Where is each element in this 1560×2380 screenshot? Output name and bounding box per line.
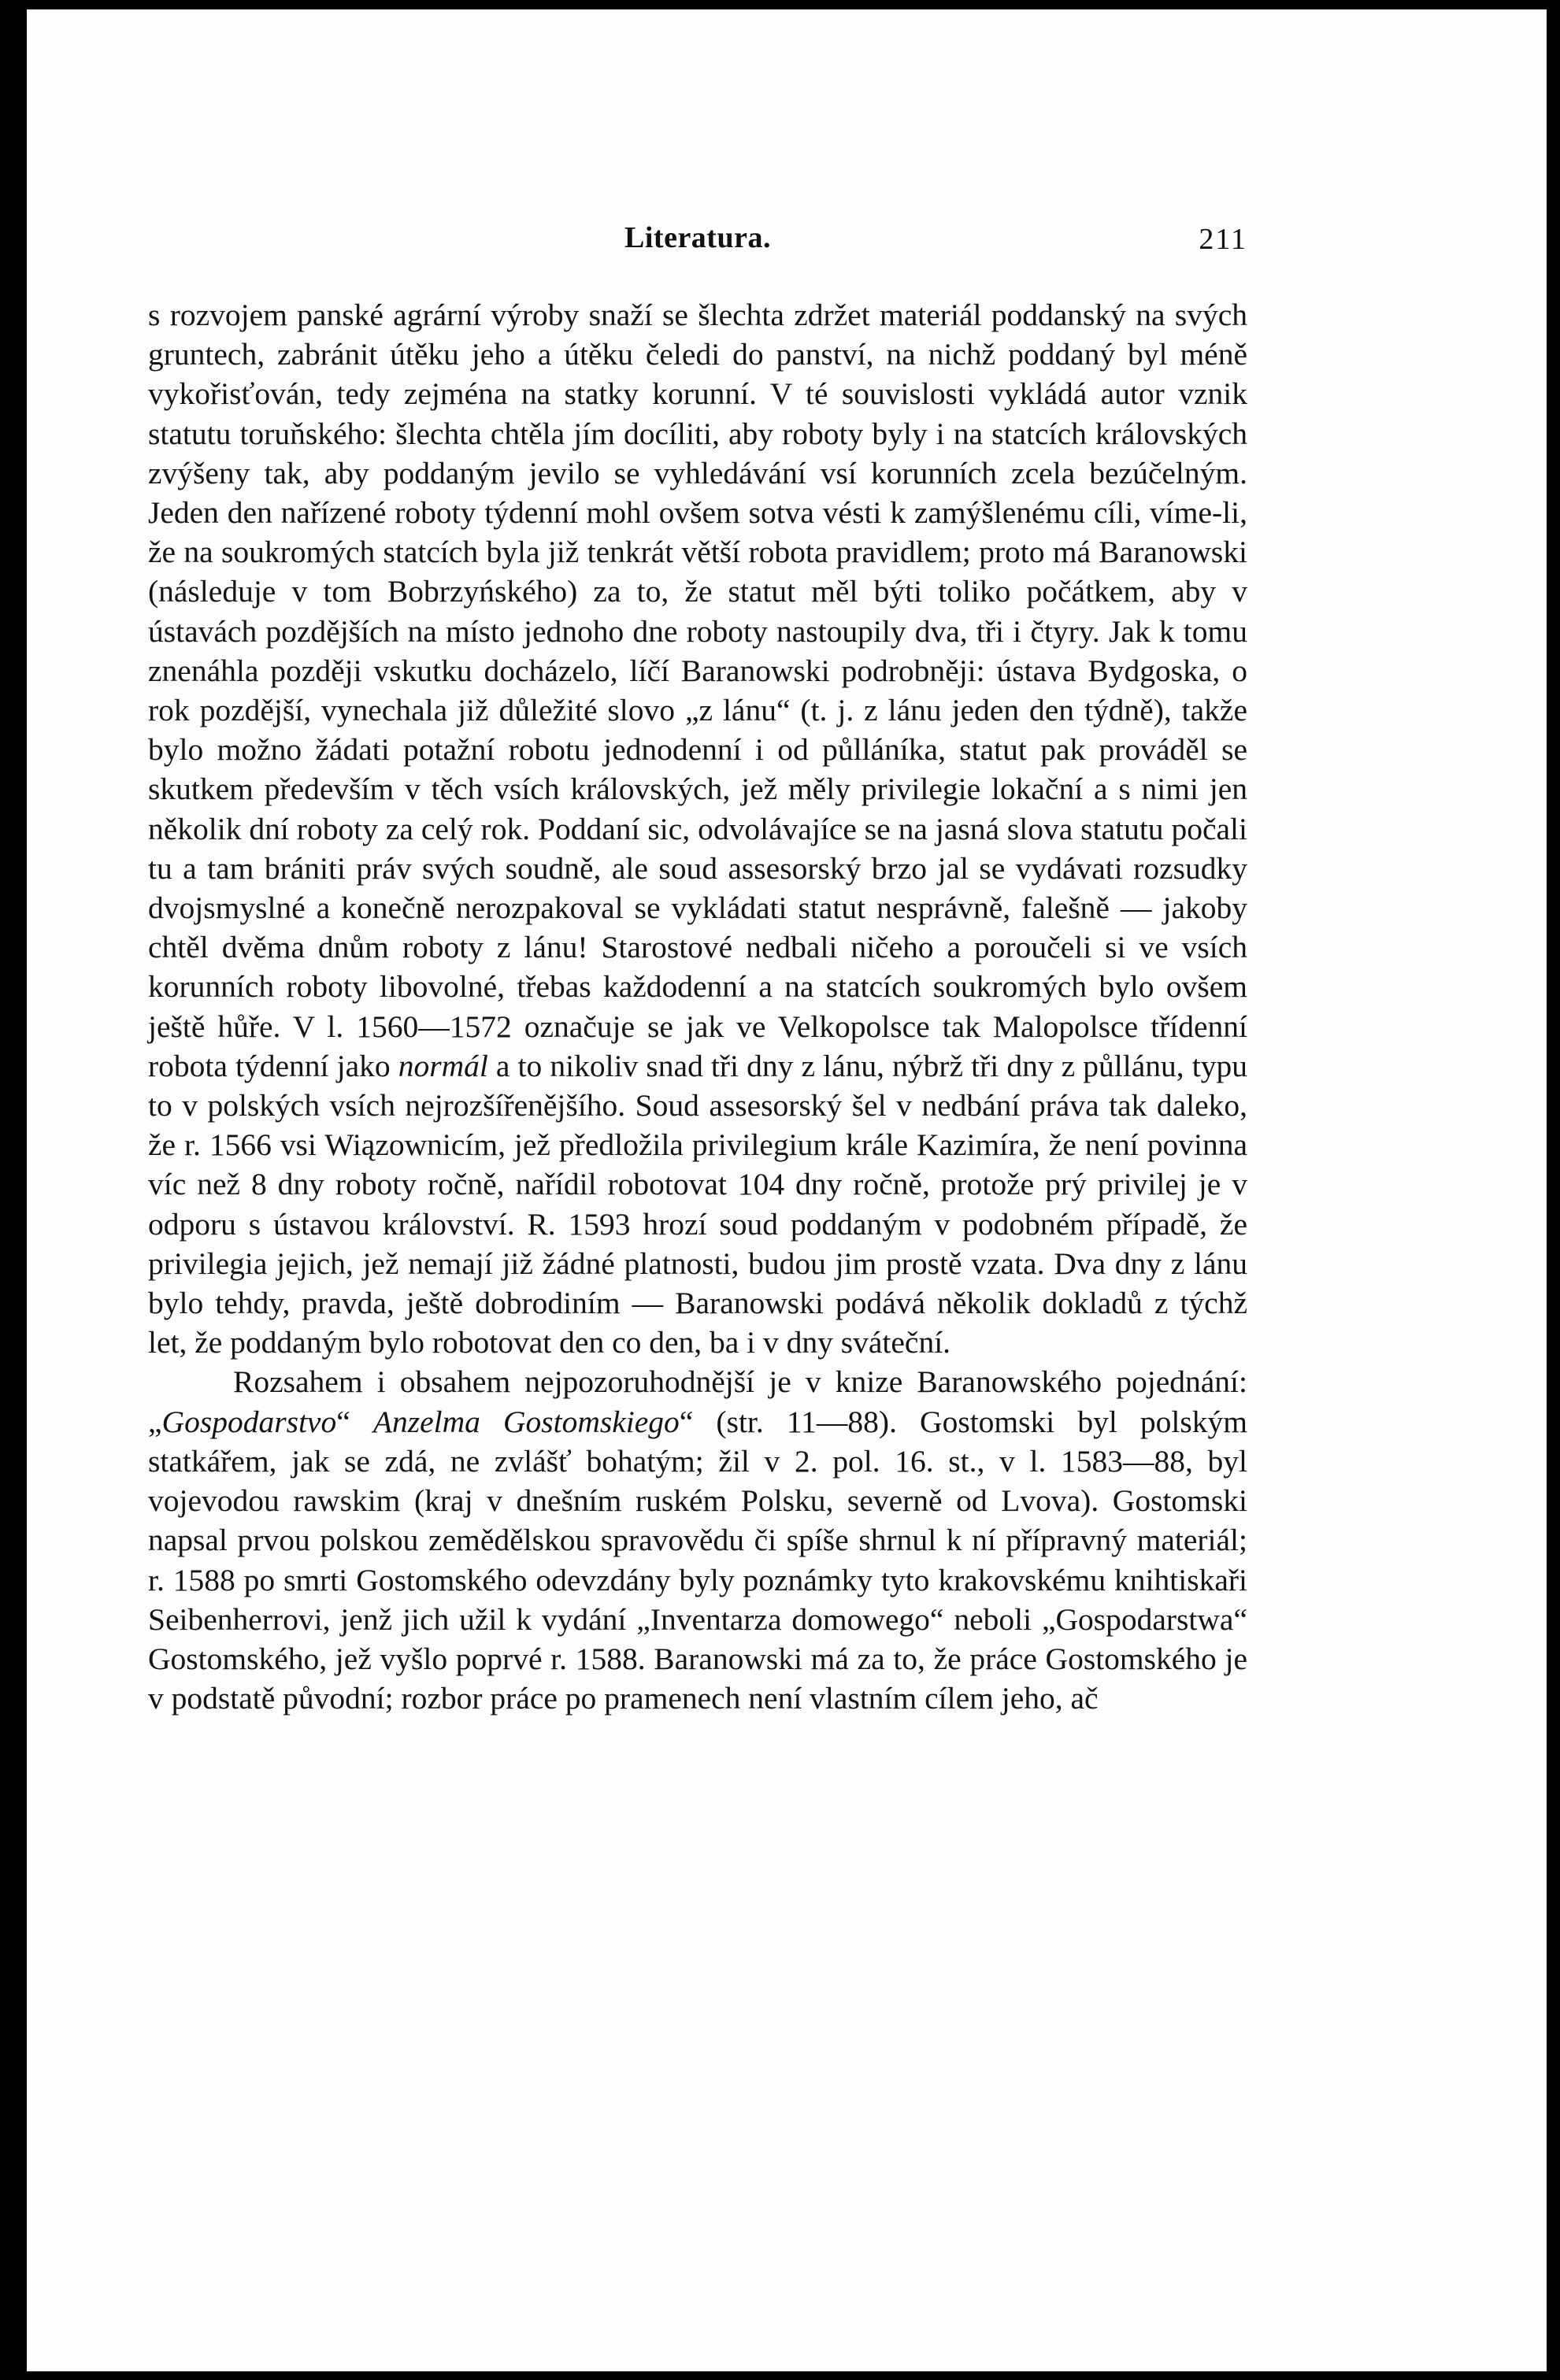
text-segment: “ (str. 11—88). Gostomski byl polským statkářem, jak se zdá, ne zvlášť bohatým; žil v 2. pol. 16. st., v l. 1583—88, byl vojevodou rawskim (kraj v dnešním ruském Polsku, severně od Lvova). Gostomski napsal prvou polskou zemědělskou spravovědu či spíše shrnul k ní přípravný materiál; r. 1588 po smrti Gostomského odevzdány byly poznámky tyto krakovskému knihtiskaři Seibenherrovi, jenž jich užil k vydání „Inventarza domowego“ neboli „Gospodarstwa“ Gostomského, jež vyšlo poprvé r. 1588. Baranowski má za to, že práce Gostomského je v podstatě původní; rozbor práce po pramenech není vlastním cílem jeho, ač (148, 1404, 1247, 1716)
text-segment: “ (336, 1404, 373, 1439)
paragraph-1 (148, 295, 1247, 1362)
italic-title: Anzelma Gostomskiego (372, 1404, 680, 1439)
text-segment: s rozvojem panské agrární výroby snaží se šlechta zdržet materiál poddanský na svých gruntech, zabránit útěku jeho a útěku čeledi do panství, na nichž poddaný byl méně vykořisťován, tedy zejména na statky korunní. V té souvislosti vykládá autor vznik statutu toruňského: šlechta chtěla jím docíliti, aby roboty byly i na statcích královských zvýšeny tak, aby poddaným jevilo se vyhledávání vsí korunních zcela bezúčelným. Jeden den nařízené roboty týdenní mohl ovšem sotva vésti k zamýšlenému cíli, víme-li, že na soukromých statcích byla již tenkrát větší robota pravidlem; proto má Baranowski (následuje v tom Bobrzyńského) za to, že statut měl býti toliko počátkem, aby v ústavách pozdějších na místo jednoho dne roboty nastoupily dva, tři i čtyry. Jak k tomu znenáhla později vskutku docházelo, líčí Baranowski podrobněji: ústava Bydgoska, o rok pozdější, vynechala již důležité slovo „z lánu“ (t. j. z lánu jeden den týdně), takže bylo možno žádati potažní robotu jednodenní i od půlláníka, statut pak prováděl se skutkem především v těch vsích královských, jež měly privilegie lokační a s nimi jen několik dní roboty za celý rok. Poddaní sic, odvolávajíce se na jasná slova statutu počali tu a tam brániti práv svých soudně, ale soud assesorský brzo jal se vydávati rozsudky dvojsmyslné a konečně nerozpakoval se vykládati statut nesprávně, falešně — jakoby chtěl dvěma dnům roboty z lánu! Starostové nedbali ničeho a poroučeli si ve vsích korunních roboty libovolné, třebas každodenní a na statcích soukromých bylo ovšem ještě hůře. V l. 1560—1572 označuje se jak ve Velkopolsce tak Malopolsce třídenní robota týdenní jako (148, 298, 1247, 1083)
page-header (148, 220, 1247, 268)
body-text (148, 295, 1247, 1718)
text-segment: a to nikoliv snad tři dny z lánu, nýbrž tři dny z půllánu, typu to v polských vsích nejrozšířenějšího. Soud assesorský šel v nedbání práva tak daleko, že r. 1566 vsi Wiązownicím, jež předložila privilegium krále Kazimíra, že není povinna víc než 8 dny roboty ročně, nařídil robotovat 104 dny ročně, protože prý privilej je v odporu s ústavou království. R. 1593 hrozí soud poddaným v podobném případě, že privilegia jejich, jež nemají již žádné platnosti, budou jim prostě vzata. Dva dny z lánu bylo tehdy, pravda, ještě dobrodiním — Baranowski podává několik dokladů z týchž let, že poddaným bylo robotovat den co den, ba i v dny sváteční. (148, 1048, 1247, 1360)
paragraph-2 (148, 1362, 1247, 1718)
page-number: 211 (1199, 223, 1247, 256)
text-segment: Rozsahem i obsahem nejpozoruhodnější je v knize Baranowského pojednání: „ (148, 1364, 1247, 1439)
running-head: Literatura. (624, 221, 771, 254)
italic-term: normál (398, 1048, 488, 1083)
italic-title: Gospodarstvo (161, 1404, 337, 1439)
